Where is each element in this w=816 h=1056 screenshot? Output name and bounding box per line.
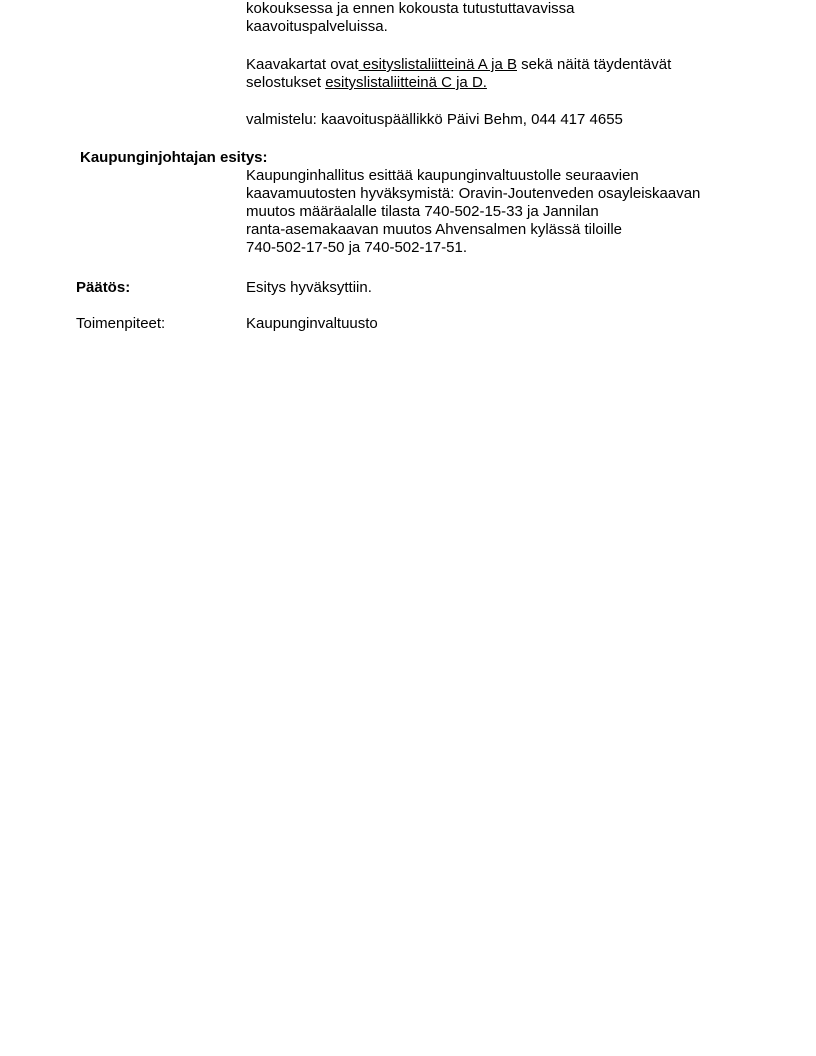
proposal-line-3: muutos määräalalle tilasta 740-502-15-33 ja Jannilan: [246, 203, 599, 220]
preparation-text: valmistelu: kaavoituspäällikkö Päivi Behm, 044 417 4655: [246, 111, 623, 128]
proposal-line-2: kaavamuutosten hyväksymistä: Oravin-Joutenveden osayleiskaavan: [246, 185, 701, 202]
maps-text-3: selostukset: [246, 74, 326, 91]
attachment-ab-link[interactable]: esityslistaliitteinä A ja B: [358, 56, 517, 73]
proposal-paragraph: [246, 167, 766, 257]
maps-text-2: sekä näitä täydentävät: [517, 56, 672, 73]
intro-paragraph: [246, 0, 766, 36]
actions-value: Kaupunginvaltuusto: [246, 315, 378, 332]
preparation-line: [246, 111, 766, 129]
decision-value: Esitys hyväksyttiin.: [246, 279, 372, 296]
maps-line-2: [246, 74, 766, 92]
proposal-heading: Kaupunginjohtajan esitys:: [80, 149, 268, 166]
actions-label: Toimenpiteet:: [76, 315, 166, 332]
intro-line-1: kokouksessa ja ennen kokousta tutustuttavavissa: [246, 0, 575, 17]
maps-paragraph: [246, 56, 766, 92]
attachment-cd-link[interactable]: esityslistaliitteinä C ja D.: [325, 74, 487, 91]
intro-line-2: kaavoituspalveluissa.: [246, 18, 388, 35]
decision-label: Päätös:: [76, 279, 131, 296]
maps-text-1: Kaavakartat ovat: [246, 56, 359, 73]
proposal-line-4: ranta-asemakaavan muutos Ahvensalmen kylässä tiloille: [246, 221, 623, 238]
maps-line-1: [246, 56, 766, 74]
proposal-line-1: Kaupunginhallitus esittää kaupunginvaltuustolle seuraavien: [246, 167, 639, 184]
proposal-line-5: 740-502-17-50 ja 740-502-17-51.: [246, 239, 467, 256]
